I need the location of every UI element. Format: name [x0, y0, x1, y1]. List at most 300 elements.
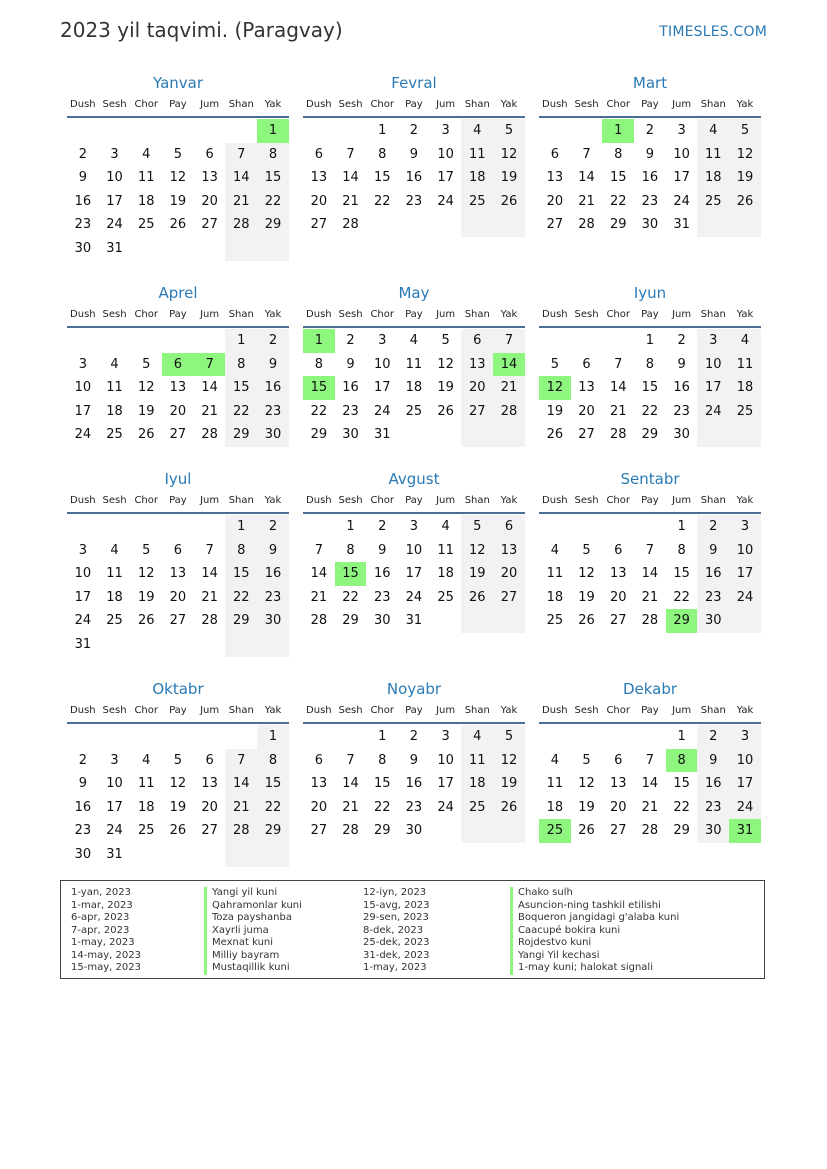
holiday-name: Yangi yil kuni [204, 887, 302, 900]
weekday-label: Dush [306, 309, 332, 320]
month-name: Aprel [158, 284, 198, 302]
weekday-label: Yak [500, 99, 518, 110]
day-cell: 14 [310, 566, 328, 582]
empty-cell [539, 119, 571, 143]
day-cell: 3 [441, 123, 450, 138]
day-cell: 11 [137, 776, 155, 792]
day-cell: 31 [373, 427, 391, 443]
day-cell: 4 [550, 542, 559, 558]
day-cell: 14 [201, 566, 218, 582]
day-cell: 25 [546, 613, 564, 629]
holiday-date: 15-avg, 2023 [363, 899, 430, 911]
days-grid [303, 515, 525, 633]
empty-cell [398, 213, 430, 237]
day-cell: 31 [405, 613, 423, 629]
day-cell: 21 [225, 190, 257, 214]
day-cell: 12 [169, 776, 187, 792]
day-cell: 29 [373, 823, 391, 839]
days-grid [67, 119, 289, 261]
day-cell: 21 [641, 589, 659, 605]
day-cell: 10 [74, 380, 92, 396]
day-cell: 12 [137, 566, 155, 582]
day-cell: 3 [409, 519, 419, 534]
day-cell: 27 [461, 400, 493, 424]
empty-cell [194, 515, 226, 539]
day-cell: 17 [673, 170, 690, 186]
holiday-name: Xayrli juma [204, 925, 302, 938]
weekday-header [539, 700, 761, 724]
day-cell: 23 [641, 193, 659, 209]
day-cell: 16 [257, 376, 289, 400]
day-cell: 26 [578, 823, 595, 839]
day-cell: 11 [461, 749, 493, 773]
day-cell: 12 [493, 749, 525, 773]
day-cell: 22 [641, 403, 659, 419]
empty-cell [335, 725, 367, 749]
day-cell: 7 [346, 146, 355, 162]
day-cell: 22 [673, 799, 690, 815]
day-cell: 6 [314, 146, 323, 162]
holiday-date: 15-may, 2023 [71, 962, 141, 973]
holiday-date: 1-mar, 2023 [71, 899, 133, 911]
day-cell: 11 [729, 353, 761, 377]
day-cell: 22 [373, 193, 391, 209]
day-cell: 20 [169, 589, 187, 605]
holiday-name: Mustaqillik kuni [204, 962, 302, 975]
day-cell: 23 [405, 799, 423, 815]
weekday-label: Pay [641, 705, 659, 716]
empty-cell [99, 633, 131, 657]
day-cell: 4 [142, 752, 151, 768]
day-cell: 19 [578, 799, 595, 815]
weekday-label: Chor [606, 99, 630, 110]
day-cell: 25 [106, 427, 123, 443]
day-cell: 20 [578, 403, 595, 419]
weekday-label: Pay [641, 99, 659, 110]
day-cell: 28 [609, 427, 627, 443]
day-cell: 26 [169, 823, 187, 839]
holiday-date: 12-iyn, 2023 [363, 887, 427, 898]
empty-cell [303, 119, 335, 143]
empty-cell [162, 329, 194, 353]
day-cell: 1 [677, 729, 686, 744]
day-cell: 11 [106, 566, 123, 582]
weekday-label: Shan [464, 99, 490, 110]
day-cell: 1 [225, 515, 257, 539]
day-cell: 3 [78, 356, 87, 372]
month-name: Mart [632, 74, 668, 92]
day-cell: 21 [641, 799, 659, 815]
day-cell: 1 [346, 519, 355, 534]
day-cell: 4 [461, 725, 493, 749]
day-cell: 19 [461, 562, 493, 586]
day-cell: 8 [346, 542, 355, 558]
day-cell: 25 [137, 823, 155, 839]
day-cell: 5 [582, 752, 591, 768]
day-cell: 21 [342, 193, 359, 209]
day-cell: 9 [697, 749, 729, 773]
day-cell: 7 [493, 329, 525, 353]
day-cell: 19 [546, 403, 564, 419]
day-cell: 4 [409, 333, 419, 348]
day-cell: 12 [578, 566, 595, 582]
day-cell: 27 [169, 613, 187, 629]
weekday-label: Dush [306, 495, 332, 506]
holiday-name: Yangi Yil kechasi [510, 950, 679, 963]
month-block [303, 282, 525, 468]
empty-cell [539, 515, 571, 539]
day-cell: 14 [641, 776, 659, 792]
day-cell: 8 [378, 146, 387, 162]
month-name: Iyun [633, 284, 667, 302]
weekday-label: Shan [464, 309, 490, 320]
days-grid [303, 725, 525, 843]
weekday-label: Yak [264, 495, 282, 506]
weekday-label: Sesh [338, 495, 363, 506]
weekday-label: Yak [736, 705, 754, 716]
month-block [303, 468, 525, 678]
holiday-name: Chako sulh [510, 887, 679, 900]
weekday-label: Chor [134, 705, 158, 716]
day-cell: 18 [697, 166, 729, 190]
day-cell: 6 [493, 515, 525, 539]
day-cell: 15 [257, 166, 289, 190]
day-cell: 25 [437, 589, 454, 605]
day-cell: 25 [405, 403, 423, 419]
day-cell: 4 [550, 752, 559, 768]
day-cell: 22 [342, 589, 359, 605]
weekday-label: Pay [641, 495, 659, 506]
empty-cell [225, 119, 257, 143]
holiday-day-cell: 15 [335, 562, 367, 586]
weekday-label: Shan [700, 309, 726, 320]
day-cell: 26 [493, 190, 525, 214]
empty-cell [303, 725, 335, 749]
month-block [303, 678, 525, 878]
days-grid [67, 725, 289, 867]
weekday-label: Sesh [574, 495, 599, 506]
holiday-date: 14-may, 2023 [71, 949, 141, 961]
day-cell: 23 [673, 403, 690, 419]
day-cell: 24 [74, 427, 92, 443]
weekday-label: Jum [672, 309, 692, 320]
day-cell: 1 [677, 519, 686, 534]
day-cell: 18 [461, 772, 493, 796]
weekday-label: Jum [672, 495, 692, 506]
weekday-label: Sesh [102, 309, 127, 320]
days-grid [539, 725, 761, 843]
day-cell: 23 [257, 400, 289, 424]
weekday-label: Shan [700, 495, 726, 506]
day-cell: 15 [225, 376, 257, 400]
day-cell: 9 [257, 353, 289, 377]
day-cell: 6 [205, 752, 214, 768]
holiday-date: 25-dek, 2023 [363, 937, 430, 948]
empty-cell [130, 119, 162, 143]
day-cell: 26 [578, 613, 595, 629]
holiday-date: 1-may, 2023 [363, 962, 427, 973]
weekday-label: Sesh [338, 705, 363, 716]
day-cell: 6 [614, 752, 623, 768]
weekday-label: Yak [500, 495, 518, 506]
day-cell: 20 [609, 799, 627, 815]
day-cell: 29 [257, 819, 289, 843]
day-cell: 4 [697, 119, 729, 143]
month-name: May [398, 284, 430, 302]
day-cell: 8 [378, 752, 387, 768]
days-grid [67, 329, 289, 447]
day-cell: 2 [257, 329, 289, 353]
empty-cell [99, 725, 131, 749]
day-cell: 18 [729, 376, 761, 400]
day-cell: 16 [257, 562, 289, 586]
weekday-label: Chor [134, 309, 158, 320]
empty-cell [461, 609, 493, 633]
empty-cell [130, 843, 162, 867]
day-cell: 2 [378, 519, 387, 534]
day-cell: 24 [106, 217, 123, 233]
day-cell: 11 [697, 143, 729, 167]
day-cell: 29 [225, 609, 257, 633]
day-cell: 21 [609, 403, 627, 419]
day-cell: 16 [673, 380, 690, 396]
empty-cell [303, 515, 335, 539]
weekday-label: Jum [436, 309, 456, 320]
empty-cell [430, 819, 462, 843]
day-cell: 27 [609, 613, 627, 629]
weekday-label: Shan [700, 99, 726, 110]
legend-names-col-2 [510, 887, 679, 975]
day-cell: 24 [405, 589, 423, 605]
weekday-header [303, 94, 525, 118]
day-cell: 31 [106, 240, 123, 256]
day-cell: 27 [201, 823, 218, 839]
day-cell: 7 [225, 143, 257, 167]
day-cell: 27 [578, 427, 595, 443]
day-cell: 3 [110, 146, 119, 162]
day-cell: 2 [78, 752, 87, 768]
day-cell: 8 [614, 146, 623, 162]
day-cell: 20 [201, 193, 218, 209]
empty-cell [99, 515, 131, 539]
empty-cell [194, 119, 226, 143]
day-cell: 16 [641, 170, 659, 186]
weekday-label: Dush [542, 495, 568, 506]
day-cell: 21 [225, 796, 257, 820]
empty-cell [130, 237, 162, 261]
day-cell: 27 [609, 823, 627, 839]
weekday-label: Chor [370, 495, 394, 506]
empty-cell [162, 237, 194, 261]
month-name: Avgust [388, 470, 440, 488]
weekday-header [67, 94, 289, 118]
day-cell: 25 [106, 613, 123, 629]
day-cell: 27 [310, 217, 328, 233]
empty-cell [430, 423, 462, 447]
day-cell: 6 [550, 146, 559, 162]
weekday-label: Dush [306, 99, 332, 110]
day-cell: 12 [461, 539, 493, 563]
day-cell: 9 [645, 146, 655, 162]
empty-cell [225, 843, 257, 867]
month-block [67, 282, 289, 468]
day-cell: 30 [405, 823, 423, 839]
empty-cell [366, 213, 398, 237]
day-cell: 17 [697, 376, 729, 400]
day-cell: 28 [201, 427, 218, 443]
empty-cell [539, 725, 571, 749]
empty-cell [194, 725, 226, 749]
day-cell: 13 [609, 566, 627, 582]
holiday-day-cell: 15 [303, 376, 335, 400]
month-name: Sentabr [620, 470, 680, 488]
day-cell: 28 [225, 213, 257, 237]
calendar-grid [67, 72, 761, 878]
empty-cell [430, 609, 462, 633]
day-cell: 2 [697, 725, 729, 749]
legend-dates-col-1 [71, 887, 141, 975]
empty-cell [729, 609, 761, 633]
day-cell: 3 [110, 752, 119, 768]
day-cell: 16 [74, 193, 92, 209]
weekday-header [67, 700, 289, 724]
days-grid [303, 329, 525, 447]
day-cell: 24 [673, 193, 690, 209]
holiday-name: Qahramonlar kuni [204, 900, 302, 913]
day-cell: 10 [106, 776, 123, 792]
weekday-header [539, 94, 761, 118]
weekday-label: Pay [169, 705, 187, 716]
day-cell: 11 [437, 542, 454, 558]
day-cell: 18 [461, 166, 493, 190]
day-cell: 12 [137, 380, 155, 396]
empty-cell [162, 843, 194, 867]
empty-cell [571, 329, 603, 353]
day-cell: 22 [373, 799, 391, 815]
day-cell: 3 [677, 123, 686, 138]
day-cell: 31 [74, 636, 92, 652]
empty-cell [225, 725, 257, 749]
day-cell: 5 [550, 356, 559, 372]
weekday-label: Dush [542, 705, 568, 716]
legend-dates-col-2 [363, 887, 430, 975]
day-cell: 1 [645, 333, 655, 348]
day-cell: 11 [461, 143, 493, 167]
weekday-label: Sesh [338, 309, 363, 320]
day-cell: 16 [405, 170, 423, 186]
day-cell: 5 [729, 119, 761, 143]
weekday-label: Pay [405, 495, 423, 506]
day-cell: 20 [493, 562, 525, 586]
day-cell: 9 [409, 752, 419, 768]
day-cell: 18 [106, 403, 123, 419]
empty-cell [493, 609, 525, 633]
empty-cell [571, 515, 603, 539]
day-cell: 21 [201, 403, 218, 419]
empty-cell [257, 843, 289, 867]
days-grid [67, 515, 289, 657]
day-cell: 13 [310, 776, 328, 792]
day-cell: 6 [614, 542, 623, 558]
day-cell: 30 [697, 609, 729, 633]
day-cell: 11 [106, 380, 123, 396]
day-cell: 30 [257, 609, 289, 633]
day-cell: 7 [645, 752, 655, 768]
day-cell: 19 [169, 193, 187, 209]
day-cell: 23 [74, 823, 92, 839]
day-cell: 9 [378, 542, 387, 558]
empty-cell [697, 213, 729, 237]
day-cell: 16 [697, 772, 729, 796]
weekday-label: Jum [200, 705, 220, 716]
weekday-label: Yak [736, 99, 754, 110]
month-block [539, 678, 761, 878]
weekday-label: Yak [264, 309, 282, 320]
day-cell: 26 [437, 403, 454, 419]
day-cell: 15 [641, 380, 659, 396]
day-cell: 8 [257, 143, 289, 167]
holiday-name: Boqueron jangidagi g'alaba kuni [510, 912, 679, 925]
holiday-day-cell: 14 [493, 353, 525, 377]
month-name: Yanvar [152, 74, 204, 92]
empty-cell [257, 237, 289, 261]
day-cell: 6 [582, 356, 591, 372]
day-cell: 12 [578, 776, 595, 792]
holiday-date: 31-dek, 2023 [363, 949, 430, 961]
brand-link[interactable]: TIMESLES.COM [659, 24, 767, 40]
day-cell: 7 [314, 542, 323, 558]
day-cell: 20 [201, 799, 218, 815]
day-cell: 23 [697, 586, 729, 610]
day-cell: 14 [609, 380, 627, 396]
day-cell: 28 [201, 613, 218, 629]
day-cell: 30 [257, 423, 289, 447]
month-block [67, 678, 289, 878]
day-cell: 27 [546, 217, 564, 233]
holiday-day-cell: 7 [194, 353, 226, 377]
empty-cell [335, 119, 367, 143]
day-cell: 10 [437, 752, 454, 768]
empty-cell [130, 633, 162, 657]
day-cell: 26 [137, 427, 155, 443]
day-cell: 27 [493, 586, 525, 610]
empty-cell [461, 213, 493, 237]
day-cell: 23 [342, 403, 359, 419]
day-cell: 22 [673, 589, 690, 605]
day-cell: 20 [609, 589, 627, 605]
empty-cell [602, 725, 634, 749]
day-cell: 17 [373, 380, 391, 396]
day-cell: 7 [225, 749, 257, 773]
weekday-header [303, 700, 525, 724]
weekday-label: Chor [370, 705, 394, 716]
day-cell: 26 [493, 796, 525, 820]
day-cell: 22 [225, 400, 257, 424]
day-cell: 28 [641, 823, 659, 839]
day-cell: 10 [405, 542, 423, 558]
day-cell: 15 [609, 170, 627, 186]
weekday-label: Pay [405, 309, 423, 320]
day-cell: 29 [342, 613, 359, 629]
holiday-name: Caacupé bokira kuni [510, 925, 679, 938]
day-cell: 19 [729, 166, 761, 190]
day-cell: 13 [609, 776, 627, 792]
day-cell: 3 [78, 542, 87, 558]
empty-cell [130, 515, 162, 539]
day-cell: 17 [106, 193, 123, 209]
day-cell: 9 [409, 146, 419, 162]
weekday-label: Chor [134, 99, 158, 110]
